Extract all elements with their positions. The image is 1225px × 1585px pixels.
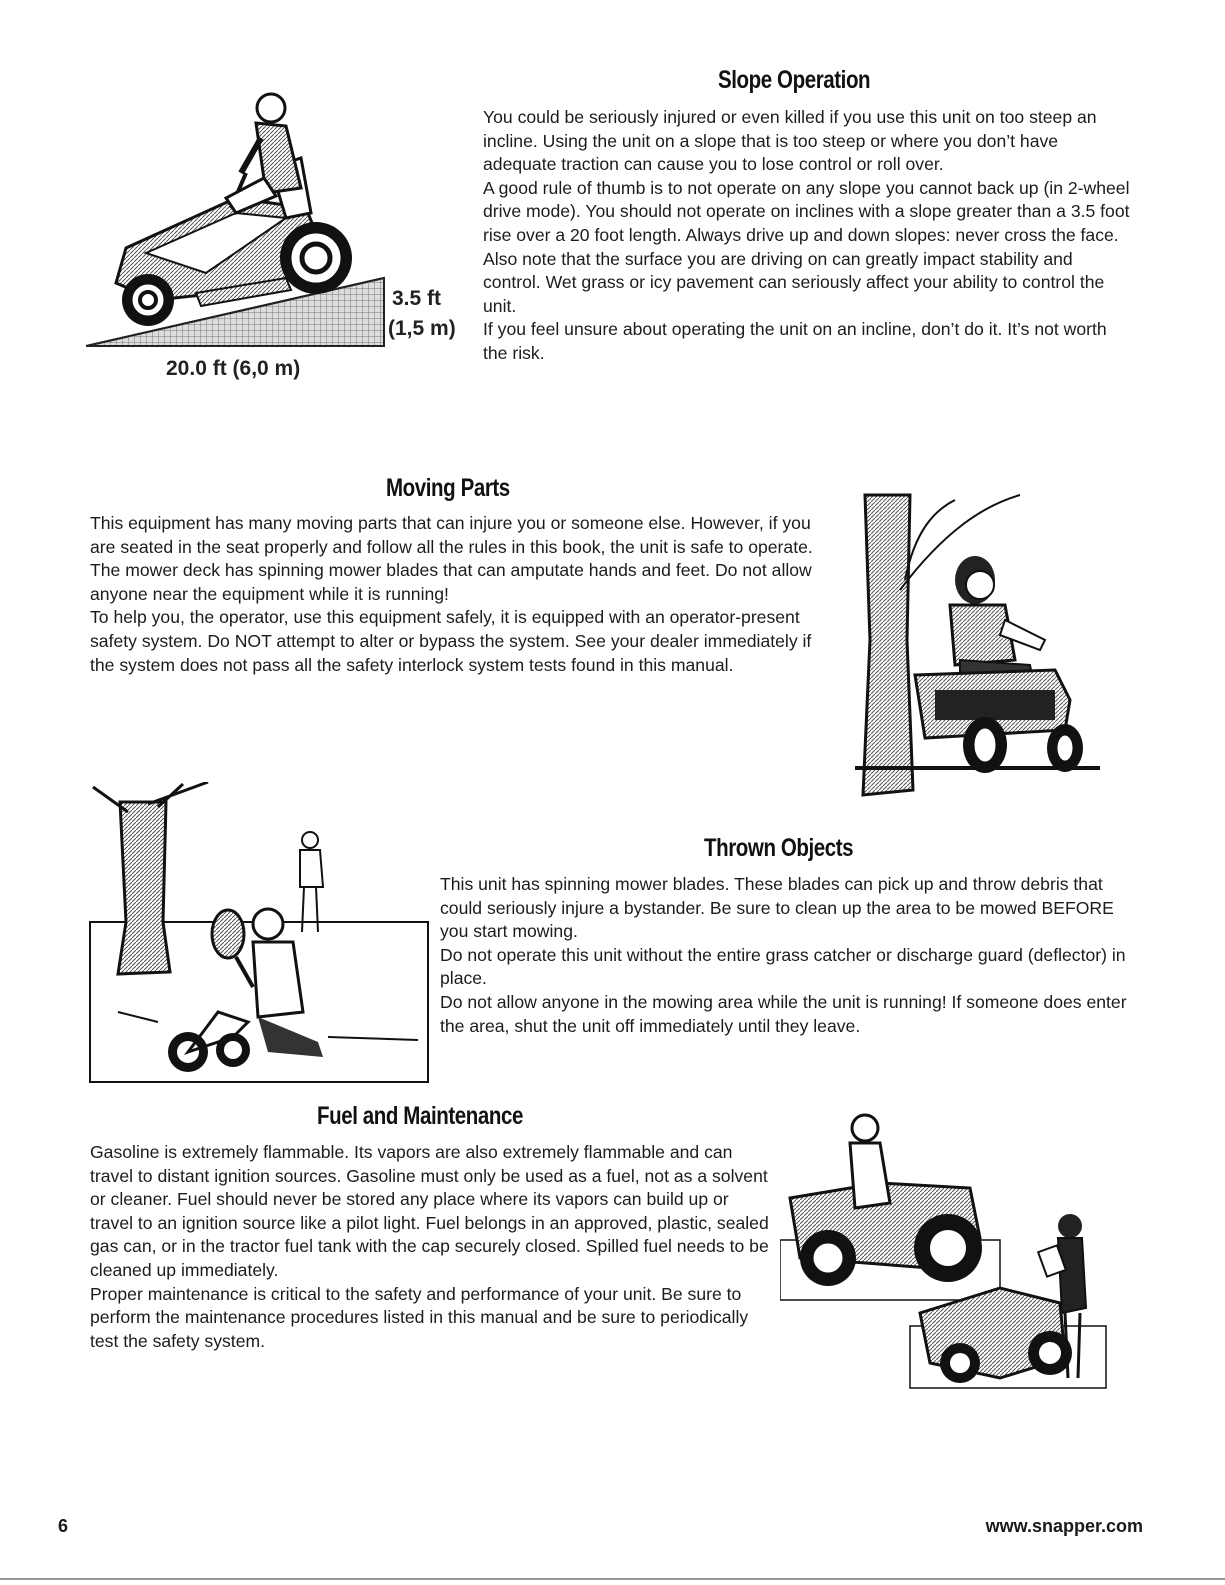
slope-illustration [86,78,386,348]
moving-paragraph: This equipment has many moving parts that can injure you or someone else. However, if you are seated in the seat properly and follow all the rules in this book, the unit is safe to operate. [90,513,813,557]
thrown-paragraph: Do not operate this unit without the entire grass catcher or discharge guard (deflector) in place. [440,944,1126,989]
slope-paragraph: You could be seriously injured or even killed if you use this unit on too steep an incline. Using the unit on a slope that is too steep or where you don’t have adequate traction can cause you to lose control or roll over. [483,107,1097,175]
maintenance-illustration [780,1108,1110,1390]
bottom-rule [0,1578,1225,1580]
slope-paragraph: If you feel unsure about operating the unit on an incline, don’t do it. It’s not worth the risk. [483,319,1107,363]
page-number: 6 [58,1516,69,1536]
slope-rise-m: (1,5 m) [388,317,456,340]
moving-parts-heading: Moving Parts [386,474,510,502]
thrown-paragraph: Do not allow anyone in the mowing area while the unit is running! If someone does enter the area, shut the unit off immediately until they leave. [440,991,1127,1036]
rear-engine-rider-illustration [855,490,1100,810]
thrown-objects-text [440,873,1130,1038]
fuel-maintenance-text [90,1141,775,1353]
moving-paragraph: The mower deck has spinning mower blades that can amputate hands and feet. Do not allow anyone near the equipment while it is running! [90,560,812,604]
slope-paragraph: A good rule of thumb is to not operate on any slope you cannot back up (in 2-wheel drive mode). You should not operate on inclines with a slope greater than a 3.5 foot rise over a 20 foot length. Always drive up and down slopes: never cross the face. [483,177,1130,245]
website-url: www.snapper.com [985,1516,1143,1536]
fuel-paragraph: Gasoline is extremely flammable. Its vapors are also extremely flammable and can travel to distant ignition sources. Gasoline must only be used as a fuel, not as a solvent or cleaner. Fuel should never be stored any place where its vapors can build up or travel to an ignition source like a pilot light. Fuel belongs in an approved, plastic, sealed gas can, or in the tractor fuel tank with the cap securely closed. Spilled fuel needs to be cleaned up immediately. [90,1142,769,1280]
slope-operation-text [483,106,1133,366]
slope-run-label: 20.0 ft (6,0 m) [166,357,301,380]
thrown-objects-heading: Thrown Objects [704,834,854,862]
child-play-area-illustration [88,782,430,1084]
fuel-paragraph: Proper maintenance is critical to the safety and performance of your unit. Be sure to perform the maintenance procedures listed in this manual and be sure to periodically test the safety system. [90,1283,749,1351]
slope-paragraph: Also note that the surface you are driving on can greatly impact stability and control. Wet grass or icy pavement can seriously affect your ability to control the unit. [483,248,1105,316]
moving-paragraph: To help you, the operator, use this equipment safely, it is equipped with an operator-present safety system. Do NOT attempt to alter or bypass the system. See your dealer immediately if the system does not pass all the safety interlock system tests found in this manual. [90,607,812,675]
slope-rise-ft: 3.5 ft [392,287,442,310]
fuel-maintenance-heading: Fuel and Maintenance [317,1102,523,1130]
slope-operation-heading: Slope Operation [718,66,871,94]
moving-parts-text [90,512,830,677]
thrown-paragraph: This unit has spinning mower blades. These blades can pick up and throw debris that could seriously injure a bystander. Be sure to clean up the area to be mowed BEFORE you start mowing. [440,874,1114,942]
